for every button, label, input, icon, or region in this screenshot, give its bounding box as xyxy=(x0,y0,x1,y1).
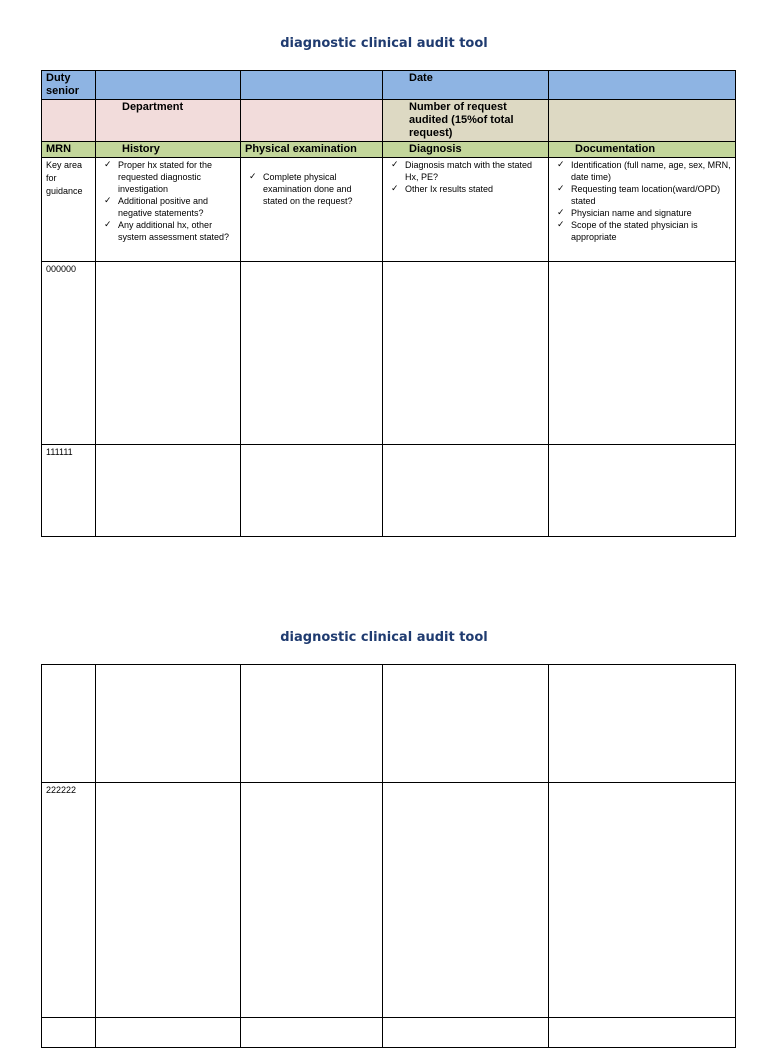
documentation-entry[interactable] xyxy=(549,445,736,537)
audit-table xyxy=(41,70,736,537)
col-mrn: MRN xyxy=(42,142,96,158)
guidance-item: ✓ Identification (full name, age, sex, MRN, date time) xyxy=(553,159,731,183)
guidance-item: ✓ Requesting team location(ward/OPD) stated xyxy=(553,183,731,207)
documentation-entry[interactable] xyxy=(549,665,736,783)
guidance-physical-exam xyxy=(241,158,383,262)
mrn-value: 111111 xyxy=(42,445,96,537)
department-field[interactable] xyxy=(241,100,383,142)
diagnosis-entry[interactable] xyxy=(383,665,549,783)
guidance-item: ✓ Complete physical examination done and stated on the request? xyxy=(245,171,378,207)
guidance-item: ✓ Proper hx stated for the requested diagnostic investigation xyxy=(100,159,236,195)
num-requests-field[interactable] xyxy=(549,100,736,142)
history-entry[interactable] xyxy=(96,665,241,783)
history-entry[interactable] xyxy=(96,783,241,1018)
col-physical-exam: Physical examination xyxy=(241,142,383,158)
guidance-documentation xyxy=(549,158,736,262)
num-requests-label: Number of request audited (15%of total request) xyxy=(383,100,549,142)
page-title: diagnostic clinical audit tool xyxy=(280,36,488,51)
history-entry[interactable] xyxy=(96,445,241,537)
department-label: Department xyxy=(96,100,241,142)
date-field[interactable] xyxy=(549,71,736,100)
audit-table xyxy=(41,664,736,1048)
guidance-item: ✓ Additional positive and negative statements? xyxy=(100,195,236,219)
diagnosis-entry[interactable] xyxy=(383,262,549,445)
guidance-diagnosis xyxy=(383,158,549,262)
col-diagnosis: Diagnosis xyxy=(383,142,549,158)
guidance-item: ✓ Any additional hx, other system assessment stated? xyxy=(100,219,236,243)
physical-exam-entry[interactable] xyxy=(241,262,383,445)
mrn-value xyxy=(42,665,96,783)
guidance-label: Key area for guidance xyxy=(42,158,96,262)
diagnosis-entry[interactable] xyxy=(383,1018,549,1048)
documentation-entry[interactable] xyxy=(549,783,736,1018)
col-documentation: Documentation xyxy=(549,142,736,158)
diagnosis-entry[interactable] xyxy=(383,783,549,1018)
duty-senior-label: Duty senior xyxy=(42,71,96,100)
duty-senior-field[interactable] xyxy=(96,71,241,100)
page-title: diagnostic clinical audit tool xyxy=(280,630,488,645)
guidance-item: ✓ Physician name and signature xyxy=(553,207,731,219)
physical-exam-entry[interactable] xyxy=(241,665,383,783)
mrn-value: 000000 xyxy=(42,262,96,445)
blank-cell xyxy=(42,100,96,142)
physical-exam-entry[interactable] xyxy=(241,445,383,537)
guidance-history xyxy=(96,158,241,262)
col-history: History xyxy=(96,142,241,158)
history-entry[interactable] xyxy=(96,1018,241,1048)
duty-senior-field-extra[interactable] xyxy=(241,71,383,100)
documentation-entry[interactable] xyxy=(549,1018,736,1048)
documentation-entry[interactable] xyxy=(549,262,736,445)
guidance-item: ✓ Scope of the stated physician is appropriate xyxy=(553,219,731,243)
guidance-item: ✓ Other Ix results stated xyxy=(387,183,544,195)
physical-exam-entry[interactable] xyxy=(241,783,383,1018)
date-label: Date xyxy=(383,71,549,100)
guidance-item: ✓ Diagnosis match with the stated Hx, PE? xyxy=(387,159,544,183)
mrn-value: 222222 xyxy=(42,783,96,1018)
diagnosis-entry[interactable] xyxy=(383,445,549,537)
mrn-value xyxy=(42,1018,96,1048)
history-entry[interactable] xyxy=(96,262,241,445)
physical-exam-entry[interactable] xyxy=(241,1018,383,1048)
